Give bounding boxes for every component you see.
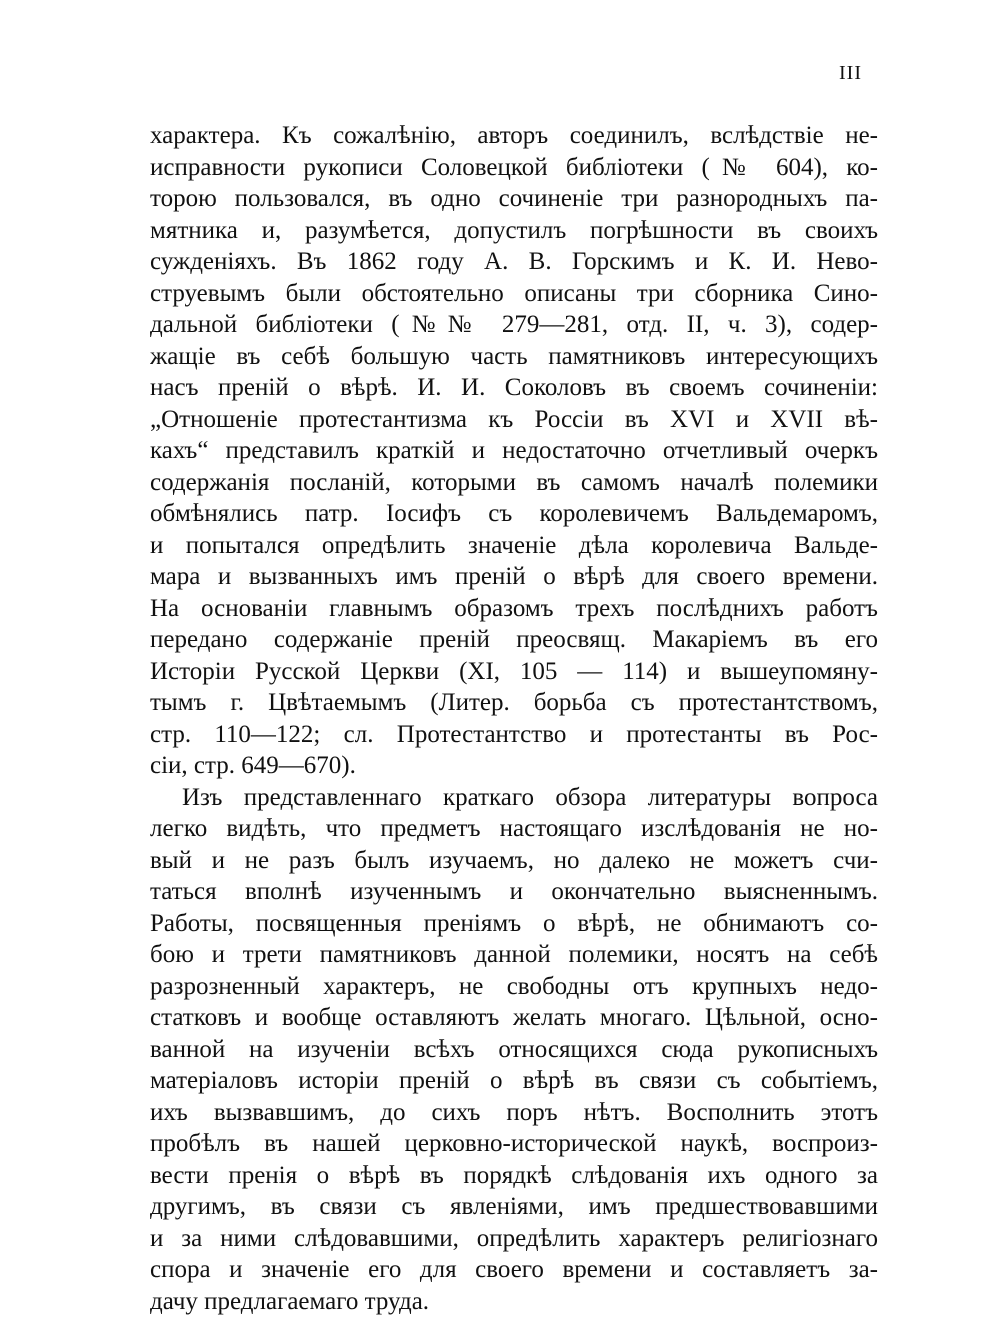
text-line: ванной на изученіи всѣхъ относящихся сюда рукописныхъ [150, 1035, 878, 1063]
text-line: обмѣнялись патр. Іосифъ съ королевичемъ Вальдемаромъ, [150, 500, 878, 527]
text-line: вести пренія о вѣрѣ въ порядкѣ слѣдованія ихъ одного за [150, 1161, 878, 1189]
text-line: и за ними слѣдовавшими, опредѣлить характеръ религіознаго [150, 1224, 878, 1252]
text-line: ихъ вызвавшимъ, до сихъ поръ нѣтъ. Восполнить этотъ [150, 1098, 878, 1126]
text-line: вый и не разъ былъ изучаемъ, но далеко не можетъ счи- [150, 846, 878, 874]
text-line: Изъ представленнаго краткаго обзора литературы вопроса [182, 783, 878, 811]
text-line: кахъ“ представилъ краткій и недостаточно отчетливый очеркъ [150, 437, 878, 464]
text-line: На основаніи главнымъ образомъ трехъ послѣднихъ работъ [150, 594, 878, 622]
text-line: дачу предлагаемаго труда. [150, 1287, 430, 1315]
text-line: торою пользовался, въ одно сочиненіе три разнородныхъ па- [150, 185, 878, 212]
text-line: насъ преній о вѣрѣ. И. И. Соколовъ въ своемъ сочиненіи: [150, 374, 878, 401]
body-text [150, 120, 878, 1317]
text-line: содержанія посланій, которыми въ самомъ началѣ полемики [150, 468, 878, 496]
text-line: мара и вызванныхъ имъ преній о вѣрѣ для своего времени. [150, 563, 878, 590]
page-number: III [839, 62, 862, 84]
text-line: сужденіяхъ. Въ 1862 году А. В. Горскимъ и К. И. Нево- [150, 248, 878, 275]
text-line: пробѣлъ въ нашей церковно-исторической наукѣ, воспроиз- [150, 1130, 878, 1157]
text-line: дальной библіотеки (№№ 279—281, отд. II, ч. 3), содер- [150, 311, 878, 338]
text-line: мятника и, разумѣется, допустилъ погрѣшности въ своихъ [150, 216, 878, 244]
text-line: сіи, стр. 649—670). [150, 752, 356, 779]
text-line: бою и трети памятниковъ данной полемики, носятъ на себѣ [150, 941, 878, 968]
text-line: „Отношеніе протестантизма къ Россіи въ XVI и XVII вѣ- [150, 405, 878, 433]
text-line: стр. 110—122; сл. Протестантство и протестанты въ Рос- [150, 720, 878, 748]
text-line: тымъ г. Цвѣтаемымъ (Литер. борьба съ протестантствомъ, [150, 689, 878, 716]
text-line: характера. Къ сожалѣнію, авторъ соединилъ, вслѣдствіе не- [150, 122, 878, 149]
text-line: спора и значеніе его для своего времени и составляетъ за- [150, 1256, 878, 1283]
text-line: разрозненный характеръ, не свободны отъ крупныхъ недо- [150, 972, 878, 1000]
paragraph-1 [150, 120, 878, 782]
text-line: статковъ и вообще оставляютъ желать многаго. Цѣльной, осно- [150, 1004, 878, 1031]
text-line: таться вполнѣ изученнымъ и окончательно выясненнымъ. [150, 878, 878, 905]
text-line: Работы, посвященныя преніямъ о вѣрѣ, не обнимаютъ со- [150, 909, 878, 937]
text-line: другимъ, въ связи съ явленіями, имъ предшествовавшими [150, 1193, 878, 1220]
text-line: передано содержаніе преній преосвящ. Макаріемъ въ его [150, 626, 878, 653]
text-line: жащіе въ себѣ большую часть памятниковъ интересующихъ [150, 342, 878, 370]
text-line: Исторіи Русской Церкви (XI, 105 — 114) и вышеупомяну- [150, 657, 878, 685]
text-line: матеріаловъ исторіи преній о вѣрѣ въ связи съ событіемъ, [150, 1067, 878, 1094]
text-line: струевымъ были обстоятельно описаны три сборника Сино- [150, 279, 878, 307]
text-line: исправности рукописи Соловецкой библіотеки (№ 604), ко- [150, 153, 878, 181]
text-line: легко видѣть, что предметъ настоящаго изслѣдованія не но- [150, 815, 878, 842]
text-line: и попытался опредѣлить значеніе дѣла королевича Вальде- [150, 531, 878, 559]
paragraph-2 [150, 782, 878, 1318]
